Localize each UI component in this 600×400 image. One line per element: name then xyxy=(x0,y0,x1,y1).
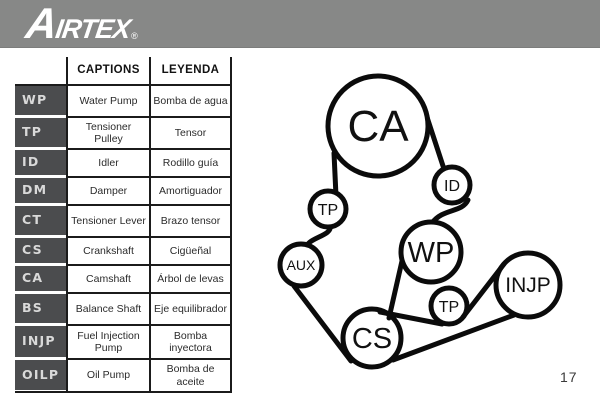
legend-abbr-ct: CT xyxy=(15,206,66,238)
legend-caption-cs: Crankshaft xyxy=(66,238,149,266)
legend-abbr-cs: CS xyxy=(15,238,66,266)
pulley-label-camshaft: CA xyxy=(347,102,409,151)
belt-aux-to-cs xyxy=(294,286,351,361)
legend-caption-oilp: Oil Pump xyxy=(66,360,149,393)
legend-leyenda-id: Rodillo guía xyxy=(149,150,232,178)
legend-caption-id: Idler xyxy=(66,150,149,178)
legend-leyenda-ct: Brazo tensor xyxy=(149,206,232,238)
legend-leyenda-bs: Eje equilibrador xyxy=(149,294,232,326)
legend-header-leyenda: LEYENDA xyxy=(149,57,232,86)
belt-wp-to-cs xyxy=(389,261,402,318)
pulley-label-tensioner-lower: TP xyxy=(438,299,460,316)
legend-abbr-injp: INJP xyxy=(15,326,66,360)
legend-caption-wp: Water Pump xyxy=(66,86,149,118)
page-number: 17 xyxy=(560,369,578,385)
pulley-label-water-pump: WP xyxy=(407,237,455,269)
legend-abbr-id: ID xyxy=(15,150,66,178)
legend-caption-ct: Tensioner Lever xyxy=(66,206,149,238)
legend-abbr-bs: BS xyxy=(15,294,66,326)
legend-abbr-wp: WP xyxy=(15,86,66,118)
legend-abbr-ca: CA xyxy=(15,266,66,294)
legend-header-captions: CAPTIONS xyxy=(66,57,149,86)
legend-caption-tp: Tensioner Pulley xyxy=(66,118,149,150)
pulley-label-tensioner-upper: TP xyxy=(317,202,339,219)
legend-caption-ca: Camshaft xyxy=(66,266,149,294)
legend-leyenda-injp: Bomba inyectora xyxy=(149,326,232,360)
airtex-logo-text: AIRTEX xyxy=(22,0,132,48)
legend-leyenda-tp: Tensor xyxy=(149,118,232,150)
legend-leyenda-cs: Cigüeñal xyxy=(149,238,232,266)
legend-abbr-tp: TP xyxy=(15,118,66,150)
legend-caption-injp: Fuel Injection Pump xyxy=(66,326,149,360)
legend-leyenda-ca: Árbol de levas xyxy=(149,266,232,294)
legend-leyenda-wp: Bomba de agua xyxy=(149,86,232,118)
legend-abbr-oilp: OILP xyxy=(15,360,66,393)
pulley-label-injection-pump: INJP xyxy=(505,274,551,297)
pulley-label-idler: ID xyxy=(444,178,460,195)
legend-leyenda-oilp: Bomba de aceite xyxy=(149,360,232,393)
pulley-label-crankshaft: CS xyxy=(351,323,393,355)
legend-abbr-dm: DM xyxy=(15,178,66,206)
legend-leyenda-dm: Amortiguador xyxy=(149,178,232,206)
registered-trademark-icon: ® xyxy=(131,31,138,41)
pulley-label-auxiliary: AUX xyxy=(286,257,316,273)
legend-caption-dm: Damper xyxy=(66,178,149,206)
legend-caption-bs: Balance Shaft xyxy=(66,294,149,326)
